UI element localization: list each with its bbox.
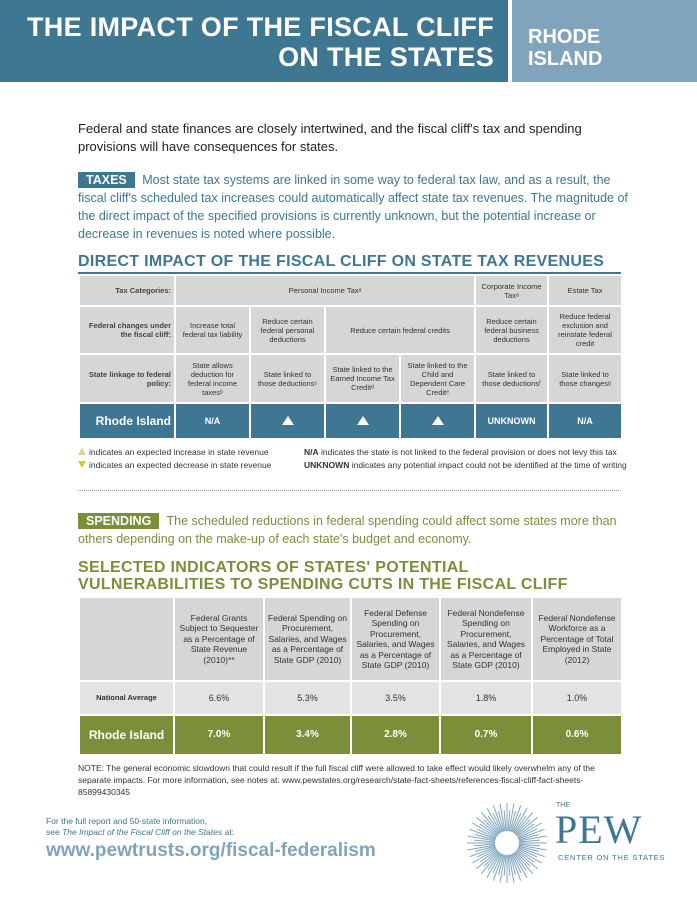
impact-cell: UNKNOWN [475,403,548,439]
legend-unknown-text: indicates any potential impact could not be identified at the time of writing [351,460,627,470]
legend-na [304,446,634,459]
spending-section-title [78,559,638,593]
average-cell: 1.0% [532,681,622,715]
federal-changes-label: Federal changes under the fiscal cliff: [79,306,175,354]
state-spending-row [79,715,622,755]
impact-cell: N/A [548,403,622,439]
state-linkage-cell: State linked to the Child and Dependent Care Creditᵉ [400,354,475,403]
spending-header-cell: Federal Defense Spending on Procurement, Salaries, and Wages as a Percentage of State GDP (2010) [351,597,440,681]
spending-title-line-1: SELECTED INDICATORS OF STATES' POTENTIAL [78,559,469,576]
legend-down [78,459,271,472]
footer-line-2 [46,827,234,838]
impact-cell [325,403,400,439]
page-title [27,12,494,72]
state-linkage-cell: State linked to the Earned Income Tax Creditᵈ [325,354,400,403]
legend-down-text: indicates an expected decrease in state revenue [89,460,272,470]
federal-change-cell: Reduce federal exclusion and reinstate federal credit [548,306,622,354]
state-linkage-cell: State linked to those changesᵍ [548,354,622,403]
spending-header-cell: Federal Nondefense Workforce as a Percentage of Total Employed in State (2012) [532,597,622,681]
spending-header-cell: Federal Grants Subject to Sequester as a Percentage of State Revenue (2010)** [174,597,264,681]
spending-header-row [79,597,622,681]
spending-title-line-2: VULNERABILITIES TO SPENDING CUTS IN THE FISCAL CLIFF [78,576,568,593]
increase-triangle-icon [432,416,444,425]
state-linkage-cell: State linked to those deductionsᶠ [475,354,548,403]
taxes-label: TAXES [78,172,135,188]
impact-cell: N/A [175,403,250,439]
category-estate: Estate Tax [548,275,622,306]
category-personal-income: Personal Income Taxᵃ [175,275,475,306]
federal-changes-row [79,306,622,354]
report-title: The Impact of the Fiscal Cliff on the States [62,827,223,837]
legend-right [304,446,634,472]
increase-legend-icon [78,448,86,455]
logo-the: THE [556,802,570,809]
decrease-legend-icon [78,461,86,468]
average-cell: 1.8% [440,681,532,715]
federal-change-cell: Reduce certain federal personal deductions [250,306,325,354]
federal-change-cell: Increase total federal tax liability [175,306,250,354]
title-banner [0,0,508,82]
footer-reference [46,816,234,838]
state-name-line-2: ISLAND [528,48,603,70]
spending-header-cell: Federal Spending on Procurement, Salaries, and Wages as a Percentage of State GDP (2010) [264,597,351,681]
state-linkage-cell: State linked to those deductionsᶜ [250,354,325,403]
state-banner [512,0,697,82]
section-divider [78,490,621,491]
footnote: NOTE: The general economic slowdown that could result if the full fiscal cliff were allowed to take effect would likely overwhelm any of the separate impacts. For more information, see notes at: www.pewstates.org/research/state-fact-sheets/references-fiscal-cliff-fact-sheets-85899430345 [78,763,595,797]
state-spending-label: Rhode Island [79,715,174,755]
state-linkage-label: State linkage to federal policy: [79,354,175,403]
footer-line-2-prefix: see [46,827,63,837]
tax-categories-label: Tax Categories: [79,275,175,306]
state-value-cell: 3.4% [264,715,351,755]
tax-categories-row [79,275,622,306]
national-average-row [79,681,622,715]
category-corporate-income: Corporate Income Taxᵃ [475,275,548,306]
legend-up-text: indicates an expected increase in state revenue [89,447,269,457]
spending-paragraph [78,512,638,548]
legend-unknown-key: UNKNOWN [304,460,350,470]
average-cell: 3.5% [351,681,440,715]
average-cell: 5.3% [264,681,351,715]
spending-text: The scheduled reductions in federal spending could affect some states more than others depending on the make-up of each state's budget and economy. [78,514,617,546]
spending-indicators-table [78,596,623,756]
federal-change-cell: Reduce certain federal business deductions [475,306,548,354]
footer-line-1: For the full report and 50-state information, [46,816,208,826]
federal-change-cell: Reduce certain federal credits [325,306,475,354]
state-value-cell: 0.6% [532,715,622,755]
tax-impact-table [78,274,623,440]
logo-wordmark: PEW [555,807,643,852]
average-cell: 6.6% [174,681,264,715]
taxes-text: Most state tax systems are linked in some way to federal tax law, and as a result, the fiscal cliff's scheduled tax increases could automatically affect state tax revenues. The magnitude of the direct impact of the specified provisions is currently unknown, but the potential increase or decrease in revenues is noted where possible. [78,173,628,241]
state-impact-label: Rhode Island [79,403,175,439]
spending-header-cell: Federal Nondefense Spending on Procurement, Salaries, and Wages as a Percentage of State GDP (2010) [440,597,532,681]
state-name-line-1: RHODE [528,26,601,48]
national-average-label: National Average [79,681,174,715]
intro-paragraph: Federal and state finances are closely intertwined, and the fiscal cliff's tax and spending provisions will have consequences for states. [78,121,582,154]
legend-unknown [304,459,634,472]
legend-left [78,446,271,472]
state-value-cell: 0.7% [440,715,532,755]
legend-up [78,446,271,459]
state-name [528,26,602,70]
state-impact-row [79,403,622,439]
legend-na-key: N/A [304,447,319,457]
impact-cell [250,403,325,439]
increase-triangle-icon [357,416,369,425]
spending-label: SPENDING [78,513,159,529]
increase-triangle-icon [282,416,294,425]
title-line-1: THE IMPACT OF THE FISCAL CLIFF [27,12,494,42]
footer-line-2-suffix: at: [222,827,235,837]
title-line-2: ON THE STATES [278,42,494,72]
state-linkage-cell: State allows deduction for federal income taxesᵇ [175,354,250,403]
state-linkage-row [79,354,622,403]
header-empty-cell [79,597,174,681]
legend-na-text: indicates the state is not linked to the federal provision or does not levy this tax [321,447,617,457]
logo-subtitle: CENTER ON THE STATES [558,853,666,862]
pew-sunburst-icon [464,800,550,886]
state-value-cell: 7.0% [174,715,264,755]
footer-url-link[interactable]: www.pewtrusts.org/fiscal-federalism [46,840,376,861]
tax-section-title: DIRECT IMPACT OF THE FISCAL CLIFF ON STATE TAX REVENUES [78,253,605,270]
state-value-cell: 2.8% [351,715,440,755]
taxes-paragraph [78,171,638,243]
impact-cell [400,403,475,439]
